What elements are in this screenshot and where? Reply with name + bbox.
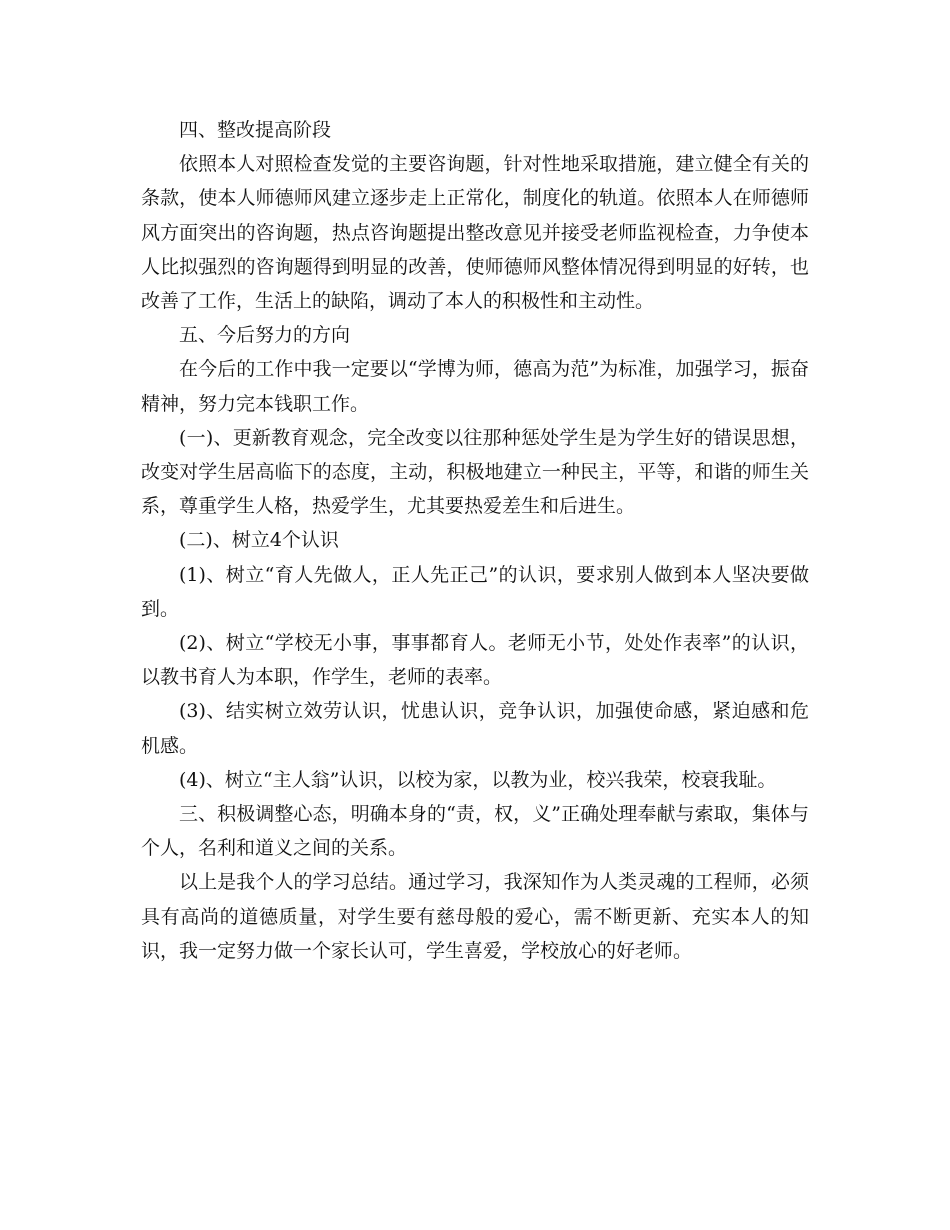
paragraph-mindset: 三、积极调整心态，明确本身的“责，权，义”正确处理奉献与索取，集体与个人，名利和道义之间的关系。 xyxy=(141,803,809,860)
paragraph-conclusion: 以上是我个人的学习总结。通过学习，我深知作为人类灵魂的工程师，必须具有高尚的道德质量，对学生要有慈母般的爱心，需不断更新、充实本人的知识，我一定努力做一个家长认可，学生喜爱，学校放心的好老师。 xyxy=(141,871,809,962)
paragraph-subitem-4: (4)、树立“主人翁”认识，以校为家，以教为业，校兴我荣，校衰我耻。 xyxy=(179,768,777,791)
section-heading-rectification: 四、整改提高阶段 xyxy=(179,119,332,141)
paragraph-subitem-1: (1)、树立“育人先做人，正人先正己”的认识，要求别人做到本人坚决要做到。 xyxy=(141,563,809,620)
section-heading-future-direction: 五、今后努力的方向 xyxy=(179,324,351,347)
paragraph-item-2-heading: (二)、树立4个认识 xyxy=(179,529,339,552)
document-body xyxy=(141,113,809,968)
paragraph-rectification: 依照本人对照检查发觉的主要咨询题，针对性地采取措施，建立健全有关的条款，使本人师德师风建立逐步走上正常化，制度化的轨道。依照本人在师德师风方面突出的咨询题，热点咨询题提出整改意见并接受老师监视检查，力争使本人比拟强烈的咨询题得到明显的改善，使师德师风整体情况得到明显的好转，也改善了工作，生活上的缺陷，调动了本人的积极性和主动性。 xyxy=(141,153,809,313)
paragraph-subitem-2: (2)、树立“学校无小事，事事都育人。老师无小节，处处作表率”的认识，以教书育人为本职，作学生，老师的表率。 xyxy=(141,632,809,689)
paragraph-subitem-3: (3)、结实树立效劳认识，忧患认识，竞争认识，加强使命感，紧迫感和危机感。 xyxy=(141,700,809,757)
paragraph-future-intro: 在今后的工作中我一定要以“学博为师，德高为范”为标准，加强学习，振奋精神，努力完本钱职工作。 xyxy=(141,358,809,415)
paragraph-item-1: (一)、更新教育观念，完全改变以往那种惩处学生是为学生好的错误思想，改变对学生居高临下的态度，主动，积极地建立一种民主，平等，和谐的师生关系，尊重学生人格，热爱学生，尤其要热爱差生和后进生。 xyxy=(141,426,809,518)
